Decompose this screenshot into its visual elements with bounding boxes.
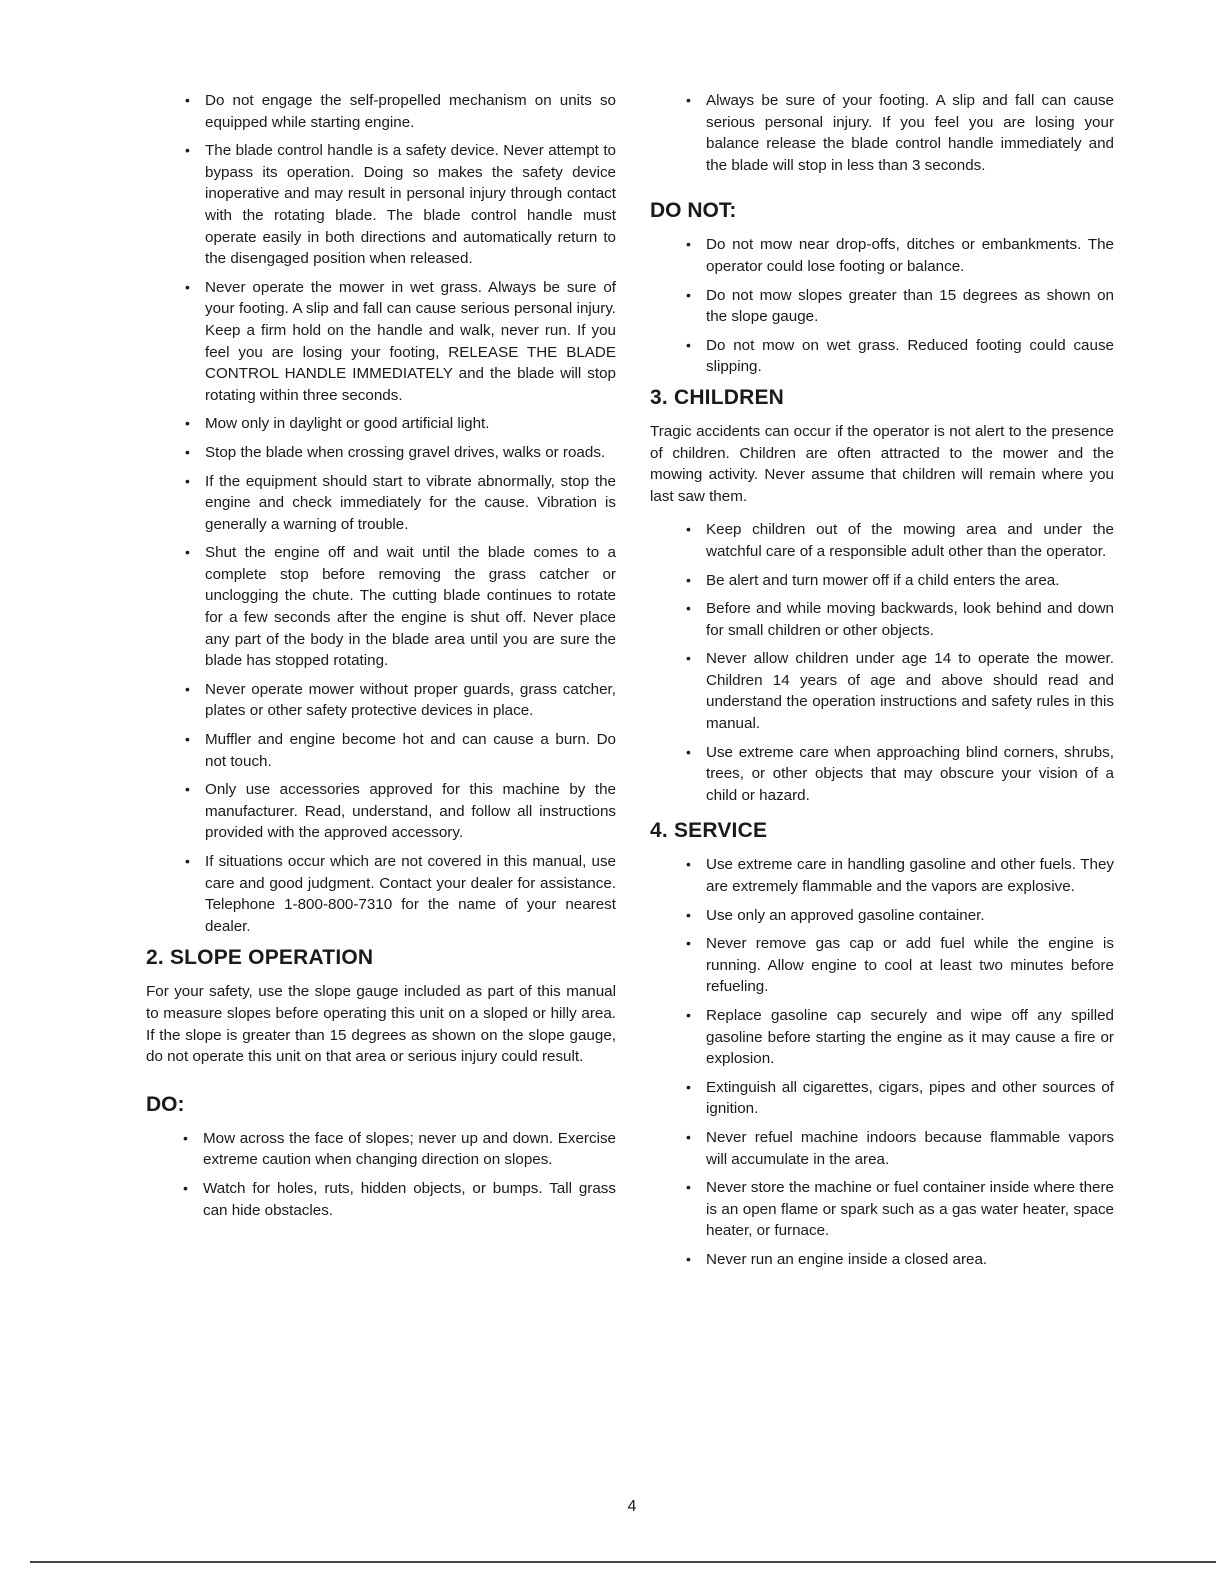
list-item: • Use only an approved gasoline container.: [706, 905, 1114, 927]
list-item: • Never run an engine inside a closed area.: [706, 1249, 1114, 1271]
list-item: • Only use accessories approved for this machine by the manufacturer. Read, understand, and follow all instructions provided with the approved accessory.: [205, 779, 616, 844]
list-item: • Replace gasoline cap securely and wipe off any spilled gasoline before starting the engine as it may cause a fire or explosion.: [706, 1005, 1114, 1070]
list-item: • Do not mow slopes greater than 15 degrees as shown on the slope gauge.: [706, 285, 1114, 328]
list-item: • Stop the blade when crossing gravel drives, walks or roads.: [205, 442, 616, 464]
bottom-rule: [30, 1561, 1216, 1563]
left-column: [146, 90, 616, 1228]
list-item: • If the equipment should start to vibrate abnormally, stop the engine and check immediately for the cause. Vibration is generally a warning of trouble.: [205, 471, 616, 536]
service-list: [650, 854, 1114, 1270]
service-heading: 4. SERVICE: [650, 819, 768, 843]
do-not-heading: DO NOT:: [650, 199, 737, 223]
list-item: • The blade control handle is a safety device. Never attempt to bypass its operation. Doing so makes the safety device inoperative and may result in personal injury through contact with the rotating blade. The blade control handle must operate easily in both directions and automatically return to the disengaged position when released.: [205, 140, 616, 270]
list-item: • Do not engage the self-propelled mechanism on units so equipped while starting engine.: [205, 90, 616, 133]
list-item: • Never operate the mower in wet grass. Always be sure of your footing. A slip and fall can cause serious personal injury. Keep a firm hold on the handle and walk, never run. If you feel you are losing your footing, RELEASE THE BLADE CONTROL HANDLE IMMEDIATELY and the blade will stop rotating within three seconds.: [205, 277, 616, 407]
page-number: 4: [627, 1498, 637, 1515]
do-list: [146, 1128, 616, 1221]
list-item: • Keep children out of the mowing area and under the watchful care of a responsible adult other than the operator.: [706, 519, 1114, 562]
children-paragraph: Tragic accidents can occur if the operator is not alert to the presence of children. Children are often attracted to the mower and the mowing activity. Never assume that children will remain where you last saw them.: [650, 422, 1114, 505]
list-item: • Use extreme care when approaching blind corners, shrubs, trees, or other objects that may obscure your vision of a child or hazard.: [706, 742, 1114, 807]
list-item: • Never operate mower without proper guards, grass catcher, plates or other safety protective devices in place.: [205, 679, 616, 722]
list-item: • Never refuel machine indoors because flammable vapors will accumulate in the area.: [706, 1127, 1114, 1170]
list-item: • Mow across the face of slopes; never up and down. Exercise extreme caution when changing direction on slopes.: [203, 1128, 616, 1171]
list-item: • Watch for holes, ruts, hidden objects, or bumps. Tall grass can hide obstacles.: [203, 1178, 616, 1221]
general-safety-list: [146, 90, 616, 937]
do-heading: DO:: [146, 1092, 185, 1116]
children-heading: 3. CHILDREN: [650, 385, 785, 409]
list-item: • Never allow children under age 14 to operate the mower. Children 14 years of age and above should read and understand the operation instructions and safety rules in this manual.: [706, 648, 1114, 734]
list-item: • Mow only in daylight or good artificial light.: [205, 413, 616, 435]
list-item: • Always be sure of your footing. A slip and fall can cause serious personal injury. If you feel you are losing your balance release the blade control handle immediately and the blade will stop in less than 3 seconds.: [706, 90, 1114, 176]
slope-operation-paragraph: For your safety, use the slope gauge included as part of this manual to measure slopes before operating this unit on a sloped or hilly area. If the slope is greater than 15 degrees as shown on the slope gauge, do not operate this unit on that area or serious injury could result.: [146, 983, 616, 1066]
list-item: • Never store the machine or fuel container inside where there is an open flame or spark such as a gas water heater, space heater, or furnace.: [706, 1177, 1114, 1242]
list-item: • Do not mow on wet grass. Reduced footing could cause slipping.: [706, 335, 1114, 378]
children-list: [650, 519, 1114, 806]
do-not-list: [650, 234, 1114, 378]
list-item: • Use extreme care in handling gasoline and other fuels. They are extremely flammable and the vapors are explosive.: [706, 854, 1114, 897]
list-item: • If situations occur which are not covered in this manual, use care and good judgment. Contact your dealer for assistance. Telephone 1-800-800-7310 for the name of your nearest dealer.: [205, 851, 616, 937]
footing-list: [650, 90, 1114, 176]
list-item: • Be alert and turn mower off if a child enters the area.: [706, 570, 1114, 592]
slope-operation-heading: 2. SLOPE OPERATION: [146, 946, 374, 970]
list-item: • Before and while moving backwards, look behind and down for small children or other objects.: [706, 598, 1114, 641]
list-item: • Extinguish all cigarettes, cigars, pipes and other sources of ignition.: [706, 1077, 1114, 1120]
list-item: • Shut the engine off and wait until the blade comes to a complete stop before removing the grass catcher or unclogging the chute. The cutting blade continues to rotate for a few seconds after the engine is shut off. Never place any part of the body in the blade area until you are sure the blade has stopped rotating.: [205, 542, 616, 672]
list-item: • Never remove gas cap or add fuel while the engine is running. Allow engine to cool at least two minutes before refueling.: [706, 933, 1114, 998]
right-column: [650, 90, 1114, 1278]
list-item: • Muffler and engine become hot and can cause a burn. Do not touch.: [205, 729, 616, 772]
list-item: • Do not mow near drop-offs, ditches or embankments. The operator could lose footing or balance.: [706, 234, 1114, 277]
